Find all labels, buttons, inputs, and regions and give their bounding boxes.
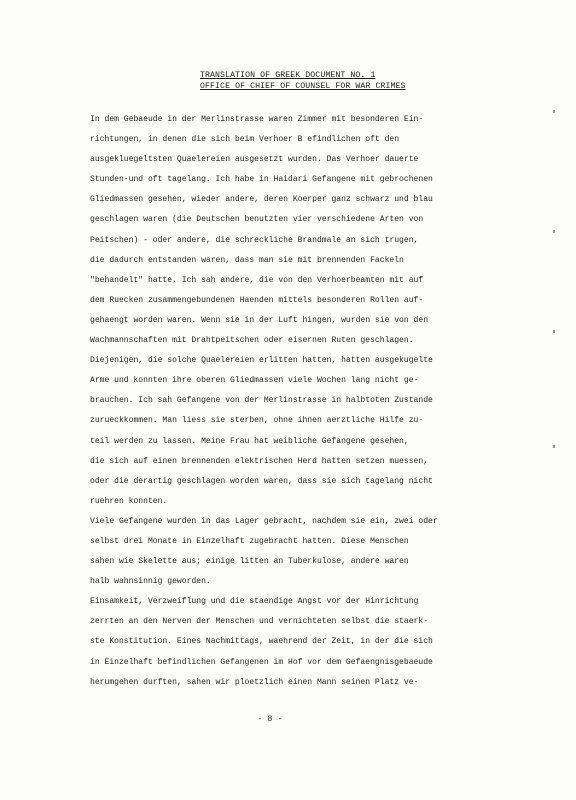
text-line: richtungen, in denen die sich beim Verhoer B efindlichen oft den [90, 135, 400, 145]
text-line: in Einzelhaft befindlichen Gefangenen im Hof vor dem Gefaengnisgebaeude [90, 657, 433, 667]
text-line: ste Konstitution. Eines Nachmittags, waehrend der Zeit, in der die sich [90, 637, 433, 647]
margin-mark [553, 230, 555, 233]
text-line: ausgekluegeltsten Quaelereien ausgesetzt wurden. Das Verhoer dauerte [90, 155, 419, 165]
header-office-title: OFFICE OF CHIEF OF COUNSEL FOR WAR CRIMES [200, 81, 406, 91]
text-line: ruehren konnten. [90, 496, 168, 506]
document-header [200, 71, 460, 92]
text-line: dem Ruecken zusammengebundenen Haenden mittels besonderen Rollen auf- [90, 295, 424, 305]
text-line: Wachmannschaften mit Drahtpeitschen oder eisernen Ruten geschlagen. [90, 336, 414, 346]
margin-mark [553, 445, 555, 448]
text-line: Viele Gefangene wurden in das Lager gebracht, nachdem sie ein, zwei oder [90, 516, 438, 526]
text-line: brauchen. Ich sah Gefangene von der Merlinstrasse in halbtoten Zustande [90, 396, 433, 406]
text-line: gehaengt worden waren. Wenn sie in der Luft hingen, wurden sie von den [90, 315, 429, 325]
page-number: - 8 - [257, 714, 283, 724]
text-line: Arme und konnten ihre oberen Gliedmassen viele Wochen lang nicht ge- [90, 376, 419, 386]
text-line: geschlagen waren (die Deutschen benutzten vier verschiedene Arten von [90, 215, 424, 225]
text-line: Einsamkeit, Verzweiflung und die staendige Angst vor der Hinrichtung [90, 597, 419, 607]
text-line: zerrten an den Nerven der Menschen und vernichteten selbst die staerk- [90, 617, 429, 627]
margin-mark [553, 110, 555, 113]
header-translation-title: TRANSLATION OF GREEK DOCUMENT NO. 1 [200, 71, 376, 80]
text-line: sahen wie Skelette aus; einige litten an Tuberkulose, andere waren [90, 557, 409, 567]
text-line: teil werden zu lassen. Meine Frau hat weibliche Gefangene gesehen, [90, 436, 409, 446]
text-line: Stunden-und oft tagelang. Ich habe in Haidari Gefangene mit gebrochenen [90, 175, 433, 185]
text-line: selbst drei Monate in Einzelhaft zugebracht hatten. Diese Menschen [90, 536, 409, 546]
text-line: Peitschen) - oder andere, die schreckliche Brandmale an sich trugen, [90, 235, 419, 245]
text-line: "behandelt" hatte. Ich sah andere, die von den Verhoerbeamten mit auf [90, 275, 424, 285]
text-line: die sich auf einen brennenden elektrischen Herd hatten setzen muessen, [90, 456, 429, 466]
document-body [90, 110, 520, 693]
text-line: Gliedmassen gesehen, wieder andere, deren Koerper ganz schwarz und blau [90, 195, 433, 205]
text-line: Diejenigen, die solche Quaelereien erlitten hatten, hatten ausgekugelte [90, 356, 433, 366]
text-line: zurueckkommen. Man liess sie sterben, ohne ihnen aerztliche Hilfe zu- [90, 416, 424, 426]
text-line: herumgehen durften, sahen wir ploetzlich einen Mann seinen Platz ve- [90, 677, 419, 687]
text-line: oder die derartig geschlagen worden waren, dass sie sich tagelang nicht [90, 476, 433, 486]
text-line: In dem Gebaeude in der Merlinstrasse waren Zimmer mit besonderen Ein- [90, 115, 424, 124]
margin-mark [553, 330, 555, 333]
text-line: halb wahnsinnig geworden. [90, 577, 211, 587]
text-line: die dadurch entstanden waren, dass man sie mit brennenden Fackeln [90, 255, 404, 265]
